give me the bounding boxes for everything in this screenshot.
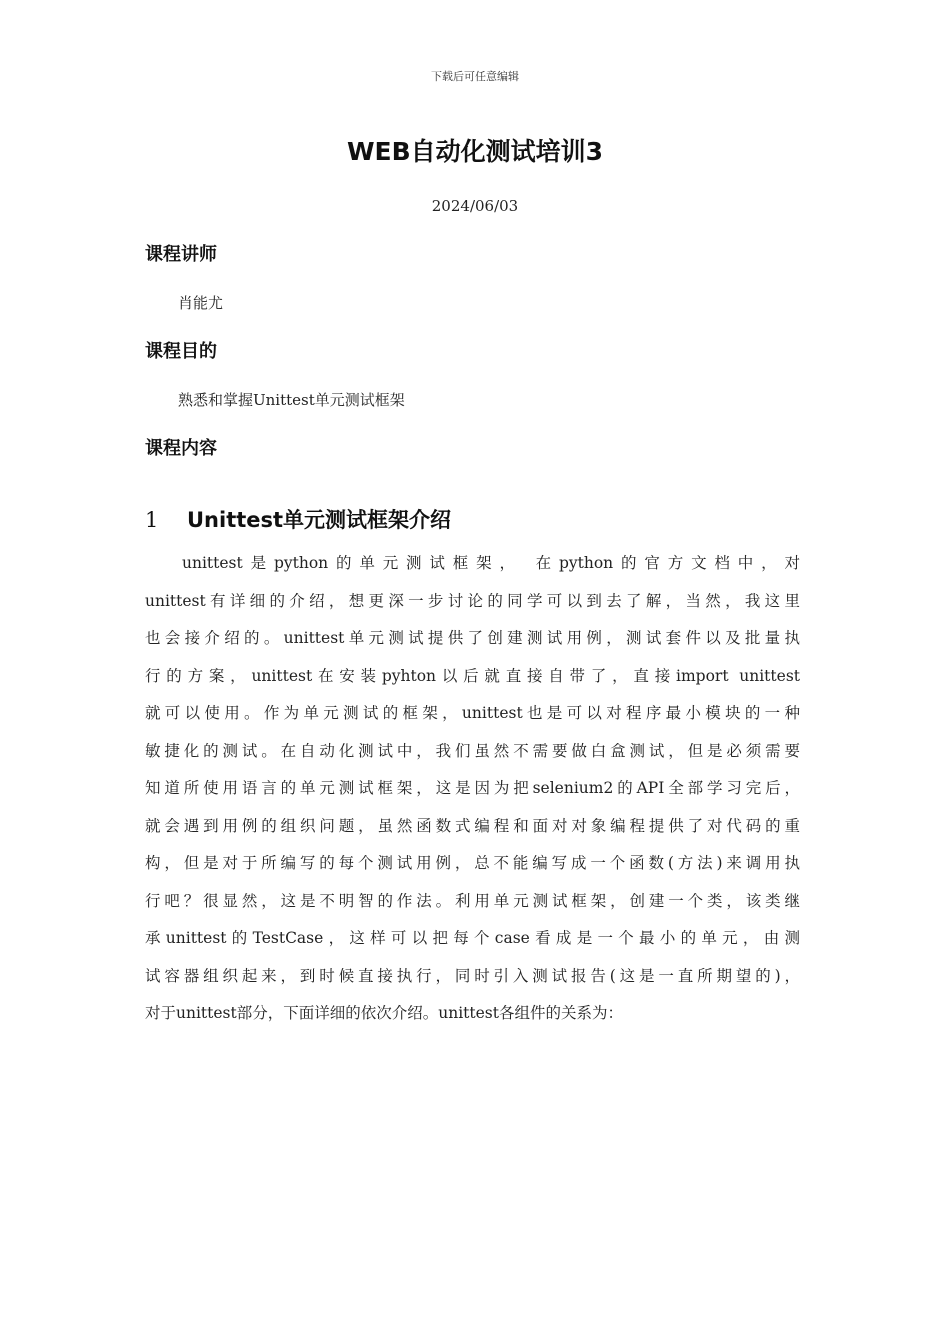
paragraph-line: 知道所使用语言的单元测试框架，这是因为把selenium2的API全部学习完后， (145, 779, 800, 797)
document-title: WEB自动化测试培训3 (346, 137, 604, 166)
paragraph-line: unittest是python的单元测试框架， 在python的官方文档中，对 (182, 554, 800, 572)
paragraph-line: 试容器组织起来，到时候直接执行，同时引入测试报告(这是一直所期望的)， (145, 966, 800, 985)
paragraph-line: 就可以使用。作为单元测试的框架，unittest也是可以对程序最小模块的一种 (145, 704, 800, 722)
paragraph-line: unittest有详细的介绍，想更深一步讨论的同学可以到去了解，当然，我这里 (145, 591, 800, 610)
body-paragraph (145, 545, 800, 1033)
document-date: 2024/06/03 (431, 197, 519, 215)
paragraph-line: 敏捷化的测试。在自动化测试中，我们虽然不需要做白盒测试，但是必须需要 (145, 741, 800, 760)
paragraph-line: 行的方案，unittest在安装pyhton以后就直接自带了，直接import unittest (145, 666, 800, 685)
section-heading-purpose: 课程目的 (145, 341, 217, 362)
lecturer-name: 肖能尤 (178, 294, 224, 312)
paragraph-line: 构，但是对于所编写的每个测试用例，总不能编写成一个函数(方法)来调用执 (145, 854, 800, 872)
paragraph-line: 也会接介绍的。unittest单元测试提供了创建测试用例，测试套件以及批量执 (145, 629, 800, 647)
paragraph-line: 行吧？很显然，这是不明智的作法。利用单元测试框架，创建一个类，该类继 (145, 891, 800, 910)
subsection-heading (145, 504, 451, 534)
paragraph-line: 就会遇到用例的组织问题，虽然函数式编程和面对对象编程提供了对代码的重 (145, 816, 800, 835)
subsection-title: Unittest单元测试框架介绍 (187, 508, 452, 532)
header-note: 下载后可任意编辑 (431, 70, 519, 83)
subsection-number: 1 (145, 508, 159, 532)
paragraph-line: 承unittest的TestCase，这样可以把每个case看成是一个最小的单元，由测 (145, 929, 800, 947)
section-heading-lecturer: 课程讲师 (145, 244, 217, 265)
paragraph-line: 对于unittest部分，下面详细的依次介绍。unittest各组件的关系为： (145, 1004, 623, 1022)
section-heading-content: 课程内容 (145, 438, 217, 459)
course-purpose: 熟悉和掌握Unittest单元测试框架 (178, 391, 405, 409)
